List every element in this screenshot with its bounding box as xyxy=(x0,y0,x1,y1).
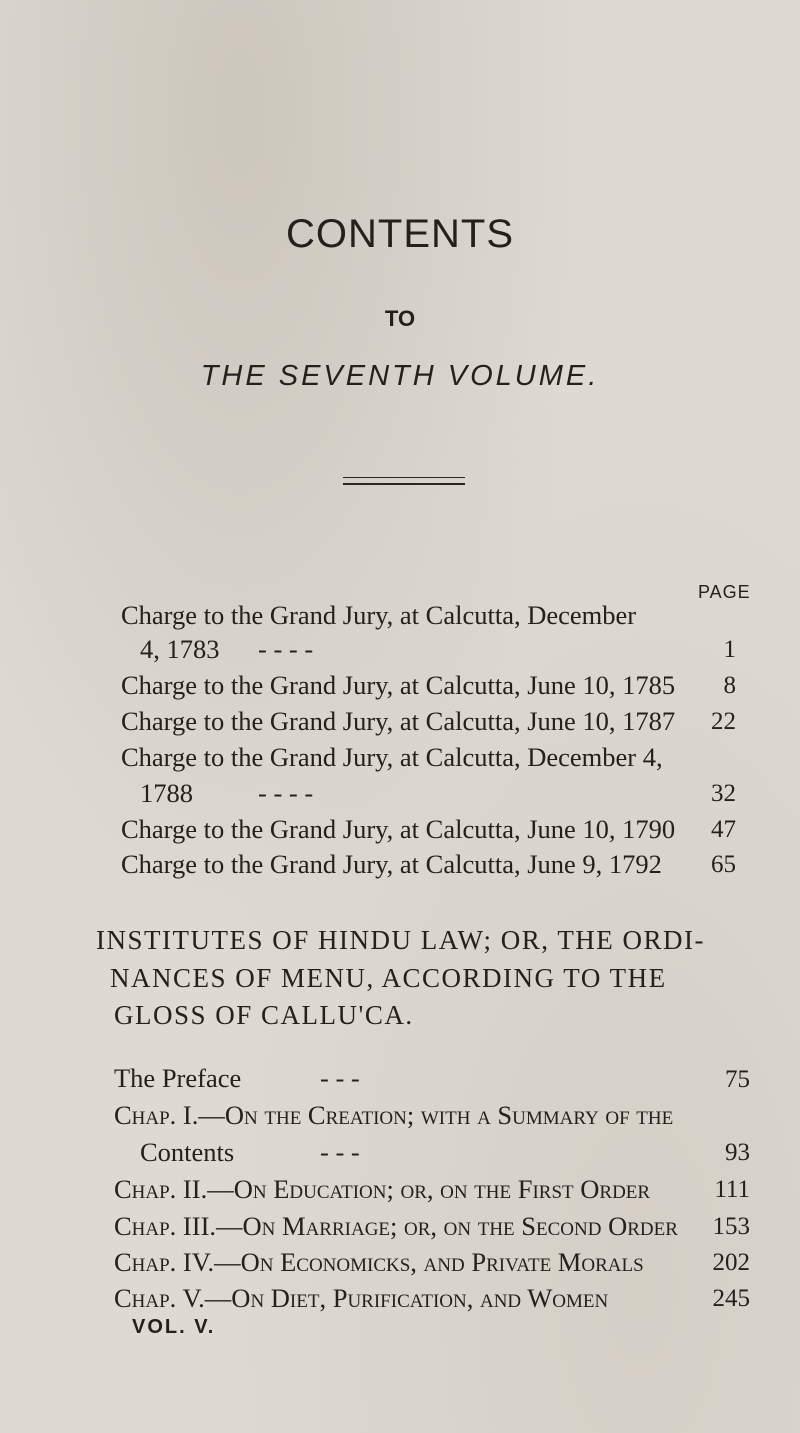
toc-entry-title: Charge to the Grand Jury, at Calcutta, June 10, 1790 xyxy=(121,814,676,844)
toc-page-number: 1 xyxy=(723,636,736,663)
volume-title: THE SEVENTH VOLUME. xyxy=(200,360,600,392)
page-column-heading: PAGE xyxy=(698,582,751,602)
toc-entry-title: Charge to the Grand Jury, at Calcutta, June 9, 1792 xyxy=(121,849,662,879)
toc-page-number: 111 xyxy=(714,1176,750,1203)
toc-page-number: 75 xyxy=(725,1066,750,1093)
toc-page-number: 32 xyxy=(711,780,736,807)
signature-mark: VOL. V. xyxy=(132,1316,216,1338)
toc-entry-title: Charge to the Grand Jury, at Calcutta, June 10, 1787 xyxy=(121,706,676,736)
dot-leaders: - - - xyxy=(320,1063,360,1093)
toc-page-number: 93 xyxy=(725,1139,750,1166)
toc-page-number: 47 xyxy=(711,816,736,843)
toc-entry-continuation: Contents xyxy=(140,1137,235,1167)
toc-page-number: 153 xyxy=(712,1213,750,1240)
toc-entry-continuation: 1788 xyxy=(140,778,193,808)
toc-entry-title: Charge to the Grand Jury, at Calcutta, December 4, xyxy=(121,742,663,772)
toc-page-number: 202 xyxy=(712,1249,750,1276)
section-heading: GLOSS OF CALLU'CA. xyxy=(114,1000,414,1030)
toc-entry-title: Charge to the Grand Jury, at Calcutta, December xyxy=(121,600,637,630)
toc-entry-title: The Preface xyxy=(114,1063,242,1093)
toc-page-number: 65 xyxy=(711,851,736,878)
page-title: CONTENTS xyxy=(286,212,514,256)
toc-entry-title: Chap. III.—On Marriage; or, on the Second Order xyxy=(114,1211,678,1241)
toc-entry-title: Charge to the Grand Jury, at Calcutta, June 10, 1785 xyxy=(121,670,676,700)
toc-entry-continuation: 4, 1783 xyxy=(140,634,220,664)
toc-entry-title: Chap. II.—On Education; or, on the First Order xyxy=(114,1174,651,1204)
toc-entry-title: Chap. V.—On Diet, Purification, and Women xyxy=(114,1283,609,1313)
toc-entry-title: Chap. I.—On the Creation; with a Summary of the xyxy=(114,1100,674,1130)
title-to: TO xyxy=(384,306,416,331)
dot-leaders: - - - - xyxy=(258,778,314,808)
toc-page-number: 8 xyxy=(723,672,736,699)
dot-leaders: - - - - xyxy=(258,634,314,664)
toc-entry-title: Chap. IV.—On Economicks, and Private Morals xyxy=(114,1247,644,1277)
toc-page-number: 245 xyxy=(712,1285,750,1312)
section-heading: INSTITUTES OF HINDU LAW; OR, THE ORDI- xyxy=(96,925,706,955)
dot-leaders: - - - xyxy=(320,1137,360,1167)
toc-page-number: 22 xyxy=(711,708,736,735)
decorative-rule xyxy=(343,477,465,485)
section-heading: NANCES OF MENU, ACCORDING TO THE xyxy=(110,963,667,993)
